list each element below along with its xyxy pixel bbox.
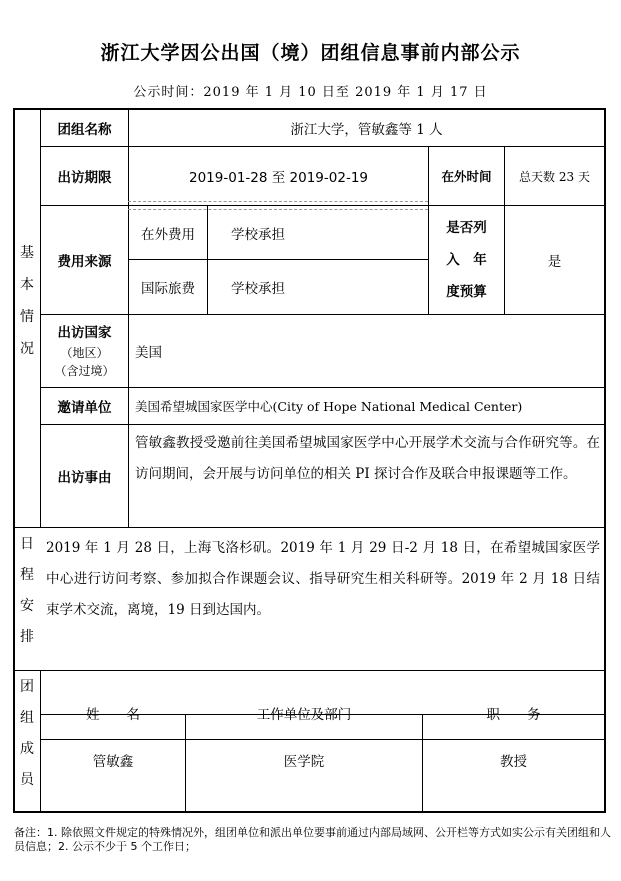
section-members-char: 员 [20, 771, 34, 788]
section-schedule-char: 安 [20, 598, 34, 614]
section-schedule-char: 程 [20, 567, 34, 583]
funding-abroad-value: 学校承担 [231, 226, 285, 243]
section-basic-char: 本 [20, 277, 34, 293]
basic-section-end [13, 527, 606, 528]
section-divider-bottom [40, 670, 41, 812]
section-schedule [14, 530, 40, 668]
abroad-time-value: 总天数 23 天 [519, 169, 590, 184]
section-members-char: 组 [20, 709, 34, 726]
section-basic-char: 况 [20, 341, 34, 357]
members-header-name: 姓 名 [86, 707, 140, 723]
members-header-position: 职 务 [486, 707, 541, 723]
frame-right [604, 108, 606, 813]
section-members [14, 673, 40, 810]
section-basic-info [14, 220, 40, 400]
reason-value: 管敏鑫教授受邀前往美国希望城国家医学中心开展学术交流与合作研究等。在访问期间，会开展与访问单位的相关 PI 探讨合作及联合申报课题等工作。 [135, 435, 600, 482]
country-value: 美国 [135, 345, 162, 361]
funding-travel-value: 学校承担 [231, 281, 285, 297]
reason-label: 出访事由 [57, 470, 112, 486]
members-header-unit: 工作单位及部门 [256, 707, 352, 723]
schedule-section-end [13, 670, 606, 671]
funding-travel-label: 国际旅费 [141, 281, 195, 297]
member-position: 教授 [500, 754, 527, 770]
section-members-char: 团 [20, 678, 34, 695]
period-label: 出访期限 [57, 170, 112, 186]
inviter-value: 美国希望城国家医学中心(City of Hope National Medical Center) [135, 399, 523, 414]
footnote: 备注：1. 除依照文件规定的特殊情况外，组团单位和派出单位要事前通过内部局域网、公开栏等方式如实公示有关团组和人员信息；2. 公示不少于 5 个工作日； [14, 826, 611, 853]
country-label-sub: （含过境） [54, 364, 115, 378]
country-label [41, 315, 128, 387]
section-members-char: 成 [20, 740, 34, 757]
frame-bottom [13, 811, 606, 813]
publicity-period: 公示时间：2019 年 1 月 10 日至 2019 年 1 月 17 日 [133, 85, 488, 100]
section-schedule-char: 排 [20, 629, 34, 645]
budget-label-line: 入 年 [446, 252, 487, 268]
budget-value: 是 [547, 254, 562, 270]
section-schedule-char: 日 [20, 536, 34, 552]
budget-label-line: 是否列 [446, 220, 487, 236]
period-value: 2019-01-28 至 2019-02-19 [189, 170, 368, 186]
inviter-label: 邀请单位 [57, 400, 112, 416]
budget-label-line: 度预算 [446, 284, 487, 300]
section-basic-char: 基 [20, 245, 34, 261]
section-basic-char: 情 [20, 309, 34, 325]
country-label-main: 出访国家 [57, 325, 112, 341]
budget-label [429, 206, 504, 314]
group-name-value: 浙江大学，管敏鑫等 1 人 [290, 121, 443, 138]
page-title: 浙江大学因公出国（境）团组信息事前内部公示 [100, 42, 521, 64]
member-unit: 医学院 [283, 754, 325, 770]
funding-abroad-label: 在外费用 [141, 226, 195, 243]
abroad-time-label: 在外时间 [441, 169, 492, 184]
funding-label: 费用来源 [57, 254, 112, 270]
country-label-sub: （地区） [60, 346, 109, 360]
members-header-bottom [40, 739, 605, 740]
member-name: 管敏鑫 [92, 754, 134, 770]
schedule-text: 2019 年 1 月 28 日，上海飞洛杉矶。2019 年 1 月 29 日-2 月 18 日，在希望城国家医学中心进行访问考察、参加拟合作课题会议、指导研究生相关科研等。2019 年 2 月 18 日结束学术交流，离境，19 日到达国内。 [46, 540, 600, 618]
group-name-label: 团组名称 [57, 121, 112, 138]
